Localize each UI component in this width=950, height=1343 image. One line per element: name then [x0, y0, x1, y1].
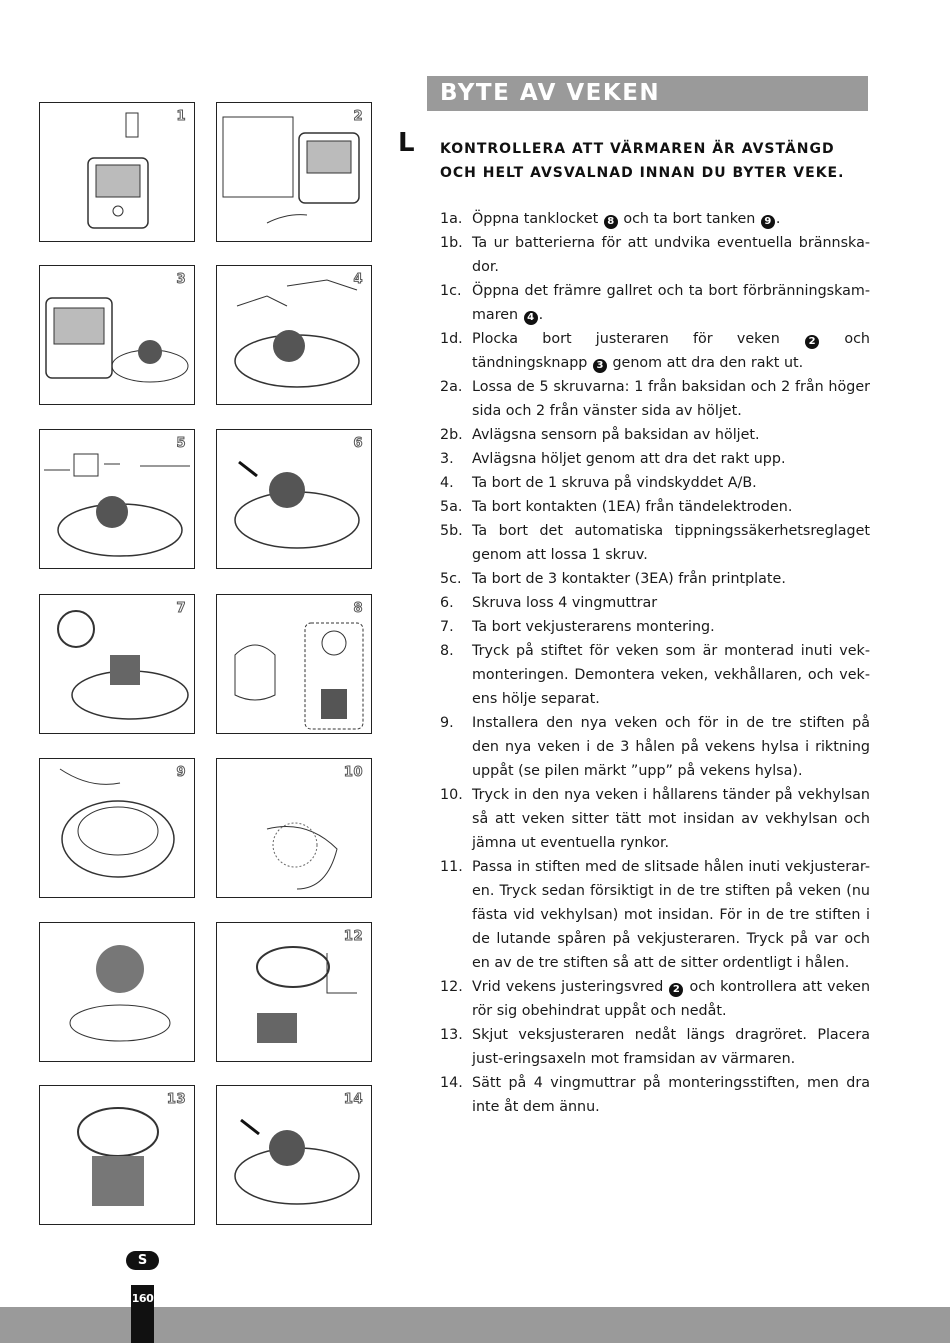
step-text: [472, 423, 870, 447]
figure-number: 1: [176, 109, 186, 124]
figure-number: 12: [343, 929, 363, 944]
page-number-tab: [131, 1285, 154, 1343]
figure-panel: [216, 429, 372, 569]
figure-panel: [39, 1085, 195, 1225]
figure-illustration: [40, 595, 195, 734]
step-text: [472, 567, 870, 591]
step-text-fragment: Öppna tanklocket: [472, 211, 603, 227]
step-text: [472, 591, 870, 615]
figure-number: 3: [176, 272, 186, 287]
step-item: [440, 615, 870, 639]
step-number: 5c.: [440, 571, 462, 587]
figure-illustration: [40, 923, 195, 1062]
step-text-fragment: Ta bort de 3 kontakter (3EA) från printplate.: [472, 571, 786, 587]
figure-panel: [39, 758, 195, 898]
figure-panel: [216, 758, 372, 898]
figure-number: 9: [176, 765, 186, 780]
figure-number: 10: [343, 765, 363, 780]
figure-number: 5: [176, 436, 186, 451]
step-text-fragment: genom att dra den rakt ut.: [607, 355, 804, 371]
step-number: 11.: [440, 859, 463, 875]
step-item: [440, 567, 870, 591]
figure-illustration: [217, 266, 372, 405]
step-item: [440, 1071, 870, 1119]
figure-panel: [216, 102, 372, 242]
step-text: [472, 1071, 870, 1119]
step-text: [472, 1023, 870, 1071]
step-item: [440, 375, 870, 423]
section-title: BYTE AV VEKEN: [440, 80, 661, 106]
step-number: 1b.: [440, 235, 463, 251]
step-item: [440, 279, 870, 327]
step-text-fragment: .: [538, 307, 544, 323]
steps-list: [440, 207, 870, 1119]
reference-number-badge: 9: [761, 215, 775, 229]
step-text-fragment: Lossa de 5 skruvarna: 1 från baksidan och 2 från höger sida och 2 från vänster sida av höljet.: [472, 379, 870, 419]
reference-number-badge: 4: [524, 311, 538, 325]
figure-illustration: [40, 103, 195, 242]
step-item: [440, 855, 870, 975]
figure-number: 8: [353, 601, 363, 616]
figure-number: 2: [353, 109, 363, 124]
language-badge: S: [126, 1251, 159, 1270]
step-text-fragment: och tändningsknapp: [472, 331, 870, 371]
step-text-fragment: Tryck på stiftet för veken som är monterad inuti vek-monteringen. Demontera veken, vekhållaren, och vek-ens hölje separat.: [472, 643, 870, 707]
figure-panel: [39, 429, 195, 569]
step-text: [472, 231, 870, 279]
section-letter: L: [398, 128, 415, 158]
step-text-fragment: Ta ur batterierna för att undvika eventuella brännska-dor.: [472, 235, 870, 275]
reference-number-badge: 8: [604, 215, 618, 229]
reference-number-badge: 2: [805, 335, 819, 349]
step-number: 6.: [440, 595, 454, 611]
step-text-fragment: Skruva loss 4 vingmuttrar: [472, 595, 658, 611]
step-text: [472, 207, 870, 231]
step-item: [440, 975, 870, 1023]
step-number: 5a.: [440, 499, 463, 515]
step-text: [472, 471, 870, 495]
step-text: [472, 783, 870, 855]
step-text: [472, 279, 870, 327]
step-text: [472, 447, 870, 471]
figure-panel: [39, 594, 195, 734]
figure-illustration: [217, 103, 372, 242]
figure-number: 14: [343, 1092, 363, 1107]
step-text-fragment: .: [775, 211, 781, 227]
step-text: [472, 519, 870, 567]
step-text: [472, 375, 870, 423]
figure-number: 7: [176, 601, 186, 616]
step-number: 4.: [440, 475, 454, 491]
step-text-fragment: Tryck in den nya veken i hållarens tänder på vekhylsan så att veken sitter tätt mot insidan av vekhylsan och jämna ut eventuella rynkor.: [472, 787, 870, 851]
figure-number: 13: [166, 1092, 186, 1107]
step-text: [472, 855, 870, 975]
step-text-fragment: Passa in stiften med de slitsade hålen inuti vekjusterar-en. Tryck sedan försiktigt in de tre stiften på veken (nu fästa vid vekhylsan) mot insidan. För in de tre stiften i de lutande spåren på vekjusteraren. Tryck på var och en av de tre stiften så att de sitter ordentligt i hålen.: [472, 859, 870, 971]
section-title-bar: [427, 76, 868, 111]
figure-illustration: [217, 430, 372, 569]
figure-number: 6: [353, 436, 363, 451]
figure-illustration: [217, 595, 372, 734]
step-text: [472, 975, 870, 1023]
step-text-fragment: och kontrollera att veken rör sig obehindrat uppåt och nedåt.: [472, 979, 871, 1019]
step-item: [440, 1023, 870, 1071]
step-number: 2b.: [440, 427, 463, 443]
step-text: [472, 711, 870, 783]
step-item: [440, 423, 870, 447]
step-item: [440, 327, 870, 375]
step-text: [472, 495, 870, 519]
step-item: [440, 231, 870, 279]
step-text-fragment: Skjut veksjusteraren nedåt längs dragröret. Placera just-eringsaxeln mot framsidan av värmaren.: [472, 1027, 870, 1067]
step-item: [440, 471, 870, 495]
step-item: [440, 447, 870, 471]
step-text-fragment: och ta bort tanken: [618, 211, 760, 227]
step-number: 10.: [440, 787, 463, 803]
figure-illustration: [40, 759, 195, 898]
step-text-fragment: Ta bort vekjusterarens montering.: [472, 619, 715, 635]
step-item: [440, 207, 870, 231]
step-number: 1c.: [440, 283, 462, 299]
step-text: [472, 615, 870, 639]
figure-number: 4: [353, 272, 363, 287]
figure-panel: [39, 265, 195, 405]
step-number: 7.: [440, 619, 454, 635]
reference-number-badge: 2: [669, 983, 683, 997]
step-number: 3.: [440, 451, 454, 467]
page-number: 160: [131, 1292, 154, 1305]
figure-panel: [216, 1085, 372, 1225]
step-item: [440, 783, 870, 855]
figure-illustration: [40, 266, 195, 405]
figure-illustration: [40, 430, 195, 569]
step-text-fragment: Ta bort de 1 skruva på vindskyddet A/B.: [472, 475, 757, 491]
step-number: 8.: [440, 643, 454, 659]
step-text-fragment: Plocka bort justeraren för veken: [472, 331, 805, 347]
step-number: 2a.: [440, 379, 463, 395]
step-text-fragment: Ta bort kontakten (1EA) från tändelektroden.: [472, 499, 793, 515]
step-number: 14.: [440, 1075, 463, 1091]
figure-panel: [216, 594, 372, 734]
step-item: [440, 495, 870, 519]
figure-panel: [39, 922, 195, 1062]
step-item: [440, 591, 870, 615]
warning-text: KONTROLLERA ATT VÄRMAREN ÄR AVSTÄNGD OCH HELT AVSVALNAD INNAN DU BYTER VEKE.: [440, 141, 845, 181]
step-text-fragment: Sätt på 4 vingmuttrar på monteringsstiften, men dra inte åt dem ännu.: [472, 1075, 870, 1115]
step-text: [472, 639, 870, 711]
figure-panel: [216, 922, 372, 1062]
step-number: 12.: [440, 979, 463, 995]
step-number: 9.: [440, 715, 454, 731]
step-text-fragment: Avlägsna sensorn på baksidan av höljet.: [472, 427, 760, 443]
step-number: 13.: [440, 1027, 463, 1043]
step-text: [472, 327, 870, 375]
step-number: 1d.: [440, 331, 463, 347]
figure-panel: [39, 102, 195, 242]
step-number: 1a.: [440, 211, 463, 227]
step-item: [440, 639, 870, 711]
figure-panel: [216, 265, 372, 405]
step-item: [440, 519, 870, 567]
step-text-fragment: Avlägsna höljet genom att dra det rakt upp.: [472, 451, 786, 467]
step-text-fragment: Installera den nya veken och för in de tre stiften på den nya veken i de 3 hålen på vekens hylsa i riktning uppåt (se pilen märkt ”upp” på vekens hylsa).: [472, 715, 870, 779]
reference-number-badge: 3: [593, 359, 607, 373]
step-text-fragment: Vrid vekens justeringsvred: [472, 979, 669, 995]
step-text-fragment: Öppna det främre gallret och ta bort förbränningskam-maren: [472, 283, 870, 323]
step-item: [440, 711, 870, 783]
step-text-fragment: Ta bort det automatiska tippningssäkerhetsreglaget genom att lossa 1 skruv.: [472, 523, 870, 563]
step-number: 5b.: [440, 523, 463, 539]
